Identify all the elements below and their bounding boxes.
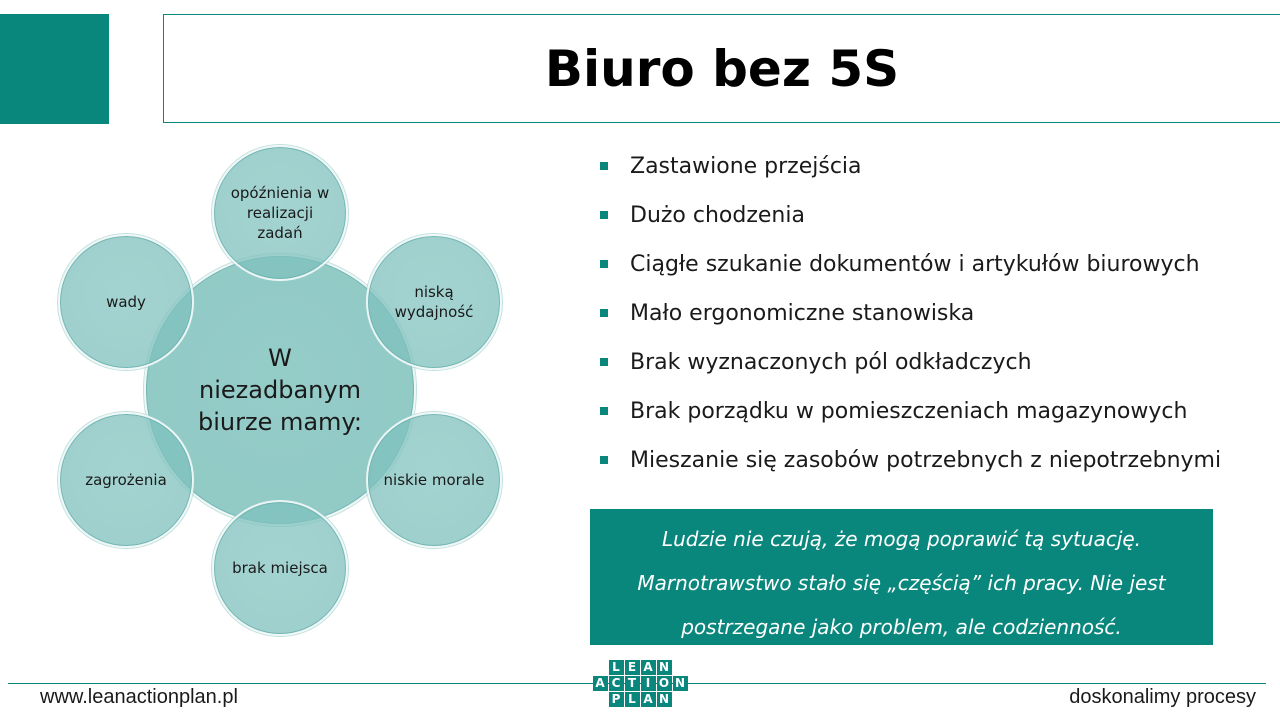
logo-letter: A (593, 676, 608, 691)
logo-letter: N (657, 660, 672, 675)
diagram-item-lack-of-space: brak miejsca (212, 500, 348, 636)
diagram-item-defects: wady (58, 234, 194, 370)
bullet-text: Dużo chodzenia (630, 203, 805, 228)
logo-row (593, 676, 688, 691)
logo-letter: P (609, 692, 624, 707)
logo-letter: N (673, 676, 688, 691)
logo-letter: A (641, 692, 656, 707)
bullet-icon (600, 456, 608, 464)
callout-box: Ludzie nie czują, że mogą poprawić tą sytuację. Marnotrawstwo stało się „częścią” ich pracy. Nie jest postrzegane jako problem, ale codzienność. (590, 509, 1213, 645)
list-item (600, 142, 1221, 191)
list-item (600, 240, 1221, 289)
list-item (600, 436, 1221, 485)
list-item (600, 289, 1221, 338)
diagram-item-delays: opóźnienia w realizacji zadań (212, 145, 348, 281)
bullet-list (600, 142, 1221, 485)
logo-letter: C (609, 676, 624, 691)
slide-title: Biuro bez 5S (544, 39, 900, 98)
bullet-text: Ciągłe szukanie dokumentów i artykułów biurowych (630, 252, 1200, 277)
bullet-icon (600, 407, 608, 415)
diagram-item-low-morale: niskie morale (366, 412, 502, 548)
bullet-icon (600, 260, 608, 268)
lean-action-plan-logo (592, 660, 688, 708)
diagram-center-circle: W niezadbanym biurze mamy: (144, 254, 416, 526)
cycle-diagram (0, 0, 560, 660)
bullet-text: Zastawione przejścia (630, 154, 862, 179)
bullet-text: Brak porządku w pomieszczeniach magazynowych (630, 399, 1188, 424)
logo-letter: N (657, 692, 672, 707)
logo-row (609, 660, 672, 675)
logo-letter: A (641, 660, 656, 675)
bullet-icon (600, 211, 608, 219)
bullet-icon (600, 162, 608, 170)
logo-letter: T (625, 676, 640, 691)
footer-website: www.leanactionplan.pl (40, 686, 238, 708)
diagram-item-hazards: zagrożenia (58, 412, 194, 548)
logo-letter: I (641, 676, 656, 691)
bullet-icon (600, 309, 608, 317)
list-item (600, 338, 1221, 387)
bullet-text: Mało ergonomiczne stanowiska (630, 301, 975, 326)
list-item (600, 191, 1221, 240)
logo-row (609, 692, 672, 707)
bullet-text: Mieszanie się zasobów potrzebnych z niepotrzebnymi (630, 448, 1222, 473)
diagram-item-low-productivity: niską wydajność (366, 234, 502, 370)
bullet-text: Brak wyznaczonych pól odkładczych (630, 350, 1032, 375)
list-item (600, 387, 1221, 436)
logo-letter: O (657, 676, 672, 691)
logo-letter: L (625, 692, 640, 707)
footer-tagline: doskonalimy procesy (1069, 686, 1256, 708)
bullet-icon (600, 358, 608, 366)
logo-letter: E (625, 660, 640, 675)
logo-letter: L (609, 660, 624, 675)
